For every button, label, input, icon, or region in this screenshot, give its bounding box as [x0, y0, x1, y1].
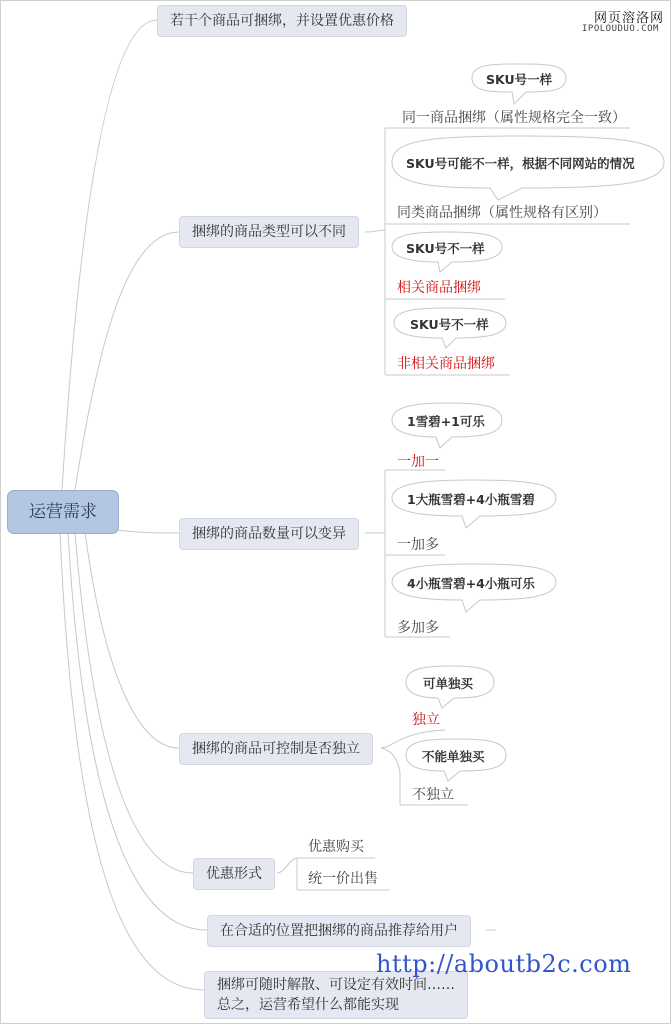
watermark-site-domain: IPOLOUDUO.COM	[582, 24, 659, 34]
item-many-plus-many[interactable]: 多加多	[397, 620, 439, 636]
branch-product-types[interactable]: 捆绑的商品类型可以不同	[179, 216, 359, 248]
connector-b1	[62, 20, 157, 490]
note-similar-sku: SKU号可能不一样，根据不同网站的情况	[406, 156, 635, 171]
footer-url: http://aboutb2c.com	[376, 950, 632, 978]
branch-discount-form[interactable]: 优惠形式	[193, 858, 275, 890]
branch-quantity[interactable]: 捆绑的商品数量可以变异	[179, 518, 359, 550]
branch-misc-line1: 捆绑可随时解散、可设定有效时间……	[217, 977, 455, 993]
item-independent[interactable]: 独立	[412, 712, 440, 728]
note-unrelated-sku: SKU号不一样	[410, 317, 489, 332]
connector-b6	[68, 532, 207, 930]
watermark-site-name: 网页溶洛网	[594, 11, 665, 26]
connector-b2	[75, 232, 179, 490]
item-not-independent[interactable]: 不独立	[412, 787, 454, 803]
item-uniform-price[interactable]: 统一价出售	[308, 871, 378, 887]
branch-independence[interactable]: 捆绑的商品可控制是否独立	[179, 733, 373, 765]
branch-misc[interactable]	[204, 971, 468, 1019]
item-related-product[interactable]: 相关商品捆绑	[397, 280, 481, 296]
branch-misc-line2: 总之，运营希望什么都能实现	[217, 997, 399, 1013]
branch-bundle-discount[interactable]: 若干个商品可捆绑，并设置优惠价格	[157, 5, 407, 37]
item-one-plus-many[interactable]: 一加多	[397, 537, 439, 553]
item-same-product[interactable]: 同一商品捆绑（属性规格完全一致）	[402, 110, 626, 126]
item-one-plus-one[interactable]: 一加一	[397, 454, 439, 470]
connector-b2-group	[365, 230, 385, 232]
note-cannot-buy-alone: 不能单独买	[422, 749, 485, 764]
item-discount-purchase[interactable]: 优惠购买	[308, 839, 364, 855]
note-many-plus-many: 4小瓶雪碧+4小瓶可乐	[407, 576, 535, 591]
branch-recommendation[interactable]: 在合适的位置把捆绑的商品推荐给用户	[207, 915, 471, 947]
note-one-plus-one: 1雪碧+1可乐	[407, 414, 485, 429]
note-related-sku: SKU号不一样	[406, 241, 485, 256]
item-similar-product[interactable]: 同类商品捆绑（属性规格有区别）	[397, 205, 607, 221]
item-unrelated-product[interactable]: 非相关商品捆绑	[397, 356, 495, 372]
note-same-sku: SKU号一样	[486, 72, 553, 87]
connector-b3	[117, 530, 179, 533]
root-node[interactable]: 运营需求	[7, 490, 119, 534]
note-one-plus-many: 1大瓶雪碧+4小瓶雪碧	[407, 492, 535, 507]
connector-b5-group	[277, 858, 297, 873]
note-can-buy-alone: 可单独买	[423, 676, 474, 691]
